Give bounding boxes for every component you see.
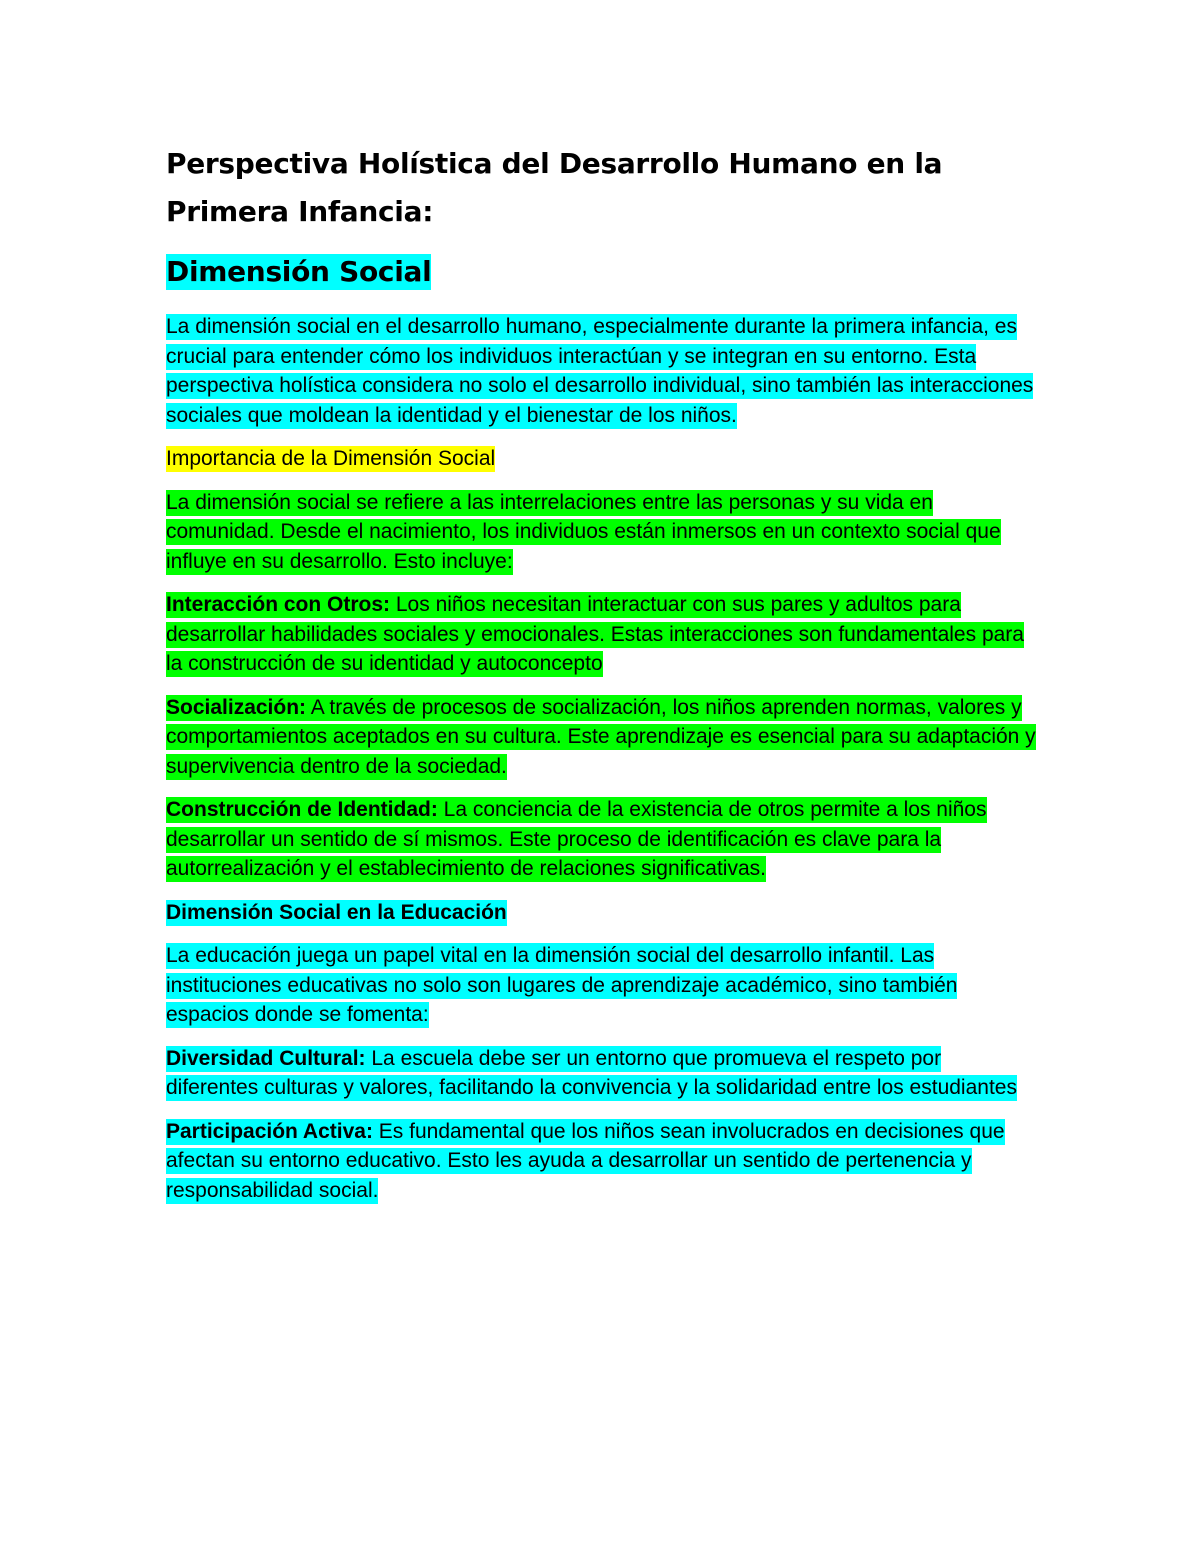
- importance-heading: [166, 444, 1036, 474]
- item-text: La escuela debe ser un entorno que promueva el respeto por diferentes culturas y valores, facilitando la convivencia y la solidaridad entre los estudiantes: [166, 1046, 1017, 1099]
- item-text: Los niños necesitan interactuar con sus pares y adultos para desarrollar habilidades sociales y emocionales. Estas interacciones son fundamentales para la construcción de su identidad y autoconcepto: [166, 593, 1024, 675]
- item-term: Participación Activa:: [166, 1119, 373, 1143]
- section-heading-text: Dimensión Social: [166, 255, 432, 288]
- section-heading: [166, 250, 1036, 294]
- education-heading: [166, 898, 1036, 928]
- education-item-participation: [166, 1117, 1036, 1206]
- document-page: [166, 140, 1036, 1219]
- education-paragraph: [166, 941, 1036, 1030]
- education-text: La educación juega un papel vital en la dimensión social del desarrollo infantil. Las instituciones educativas no solo son lugares de aprendizaje académico, sino también espacios donde se fomenta:: [166, 944, 958, 1026]
- education-item-diversity: [166, 1044, 1036, 1103]
- item-term: Construcción de Identidad:: [166, 798, 438, 821]
- education-heading-text: Dimensión Social en la Educación: [166, 900, 507, 924]
- item-text: A través de procesos de socialización, los niños aprenden normas, valores y comportamientos aceptados en su cultura. Este aprendizaje es esencial para su adaptación y supervivencia dentro de la sociedad.: [166, 695, 1036, 778]
- item-text: La conciencia de la existencia de otros permite a los niños desarrollar un sentido de sí mismos. Este proceso de identificación es clave para la autorrealización y el establecimiento de relaciones significativas.: [166, 798, 987, 880]
- importance-item-socialization: [166, 693, 1036, 782]
- item-term: Interacción con Otros:: [166, 593, 391, 616]
- importance-item-interaction: [166, 590, 1036, 679]
- intro-text: La dimensión social en el desarrollo humano, especialmente durante la primera infancia, es crucial para entender cómo los individuos interactúan y se integran en su entorno. Esta perspectiva holística considera no solo el desarrollo individual, sino también las interacciones sociales que moldean la identidad y el bienestar de los niños.: [166, 315, 1034, 427]
- item-term: Socialización:: [166, 695, 307, 719]
- item-text: Es fundamental que los niños sean involucrados en decisiones que afectan su entorno educativo. Esto les ayuda a desarrollar un sentido de pertenencia y responsabilidad social.: [166, 1119, 1005, 1202]
- document-title: Perspectiva Holística del Desarrollo Humano en la Primera Infancia:: [166, 147, 943, 228]
- item-term: Diversidad Cultural:: [166, 1046, 366, 1070]
- importance-item-identity: [166, 795, 1036, 884]
- intro-paragraph: [166, 312, 1036, 430]
- importance-heading-text: Importancia de la Dimensión Social: [166, 447, 496, 470]
- importance-paragraph: [166, 488, 1036, 577]
- importance-text: La dimensión social se refiere a las interrelaciones entre las personas y su vida en comunidad. Desde el nacimiento, los individuos están inmersos en un contexto social que influye en su desarrollo. Esto incluye:: [166, 490, 1001, 573]
